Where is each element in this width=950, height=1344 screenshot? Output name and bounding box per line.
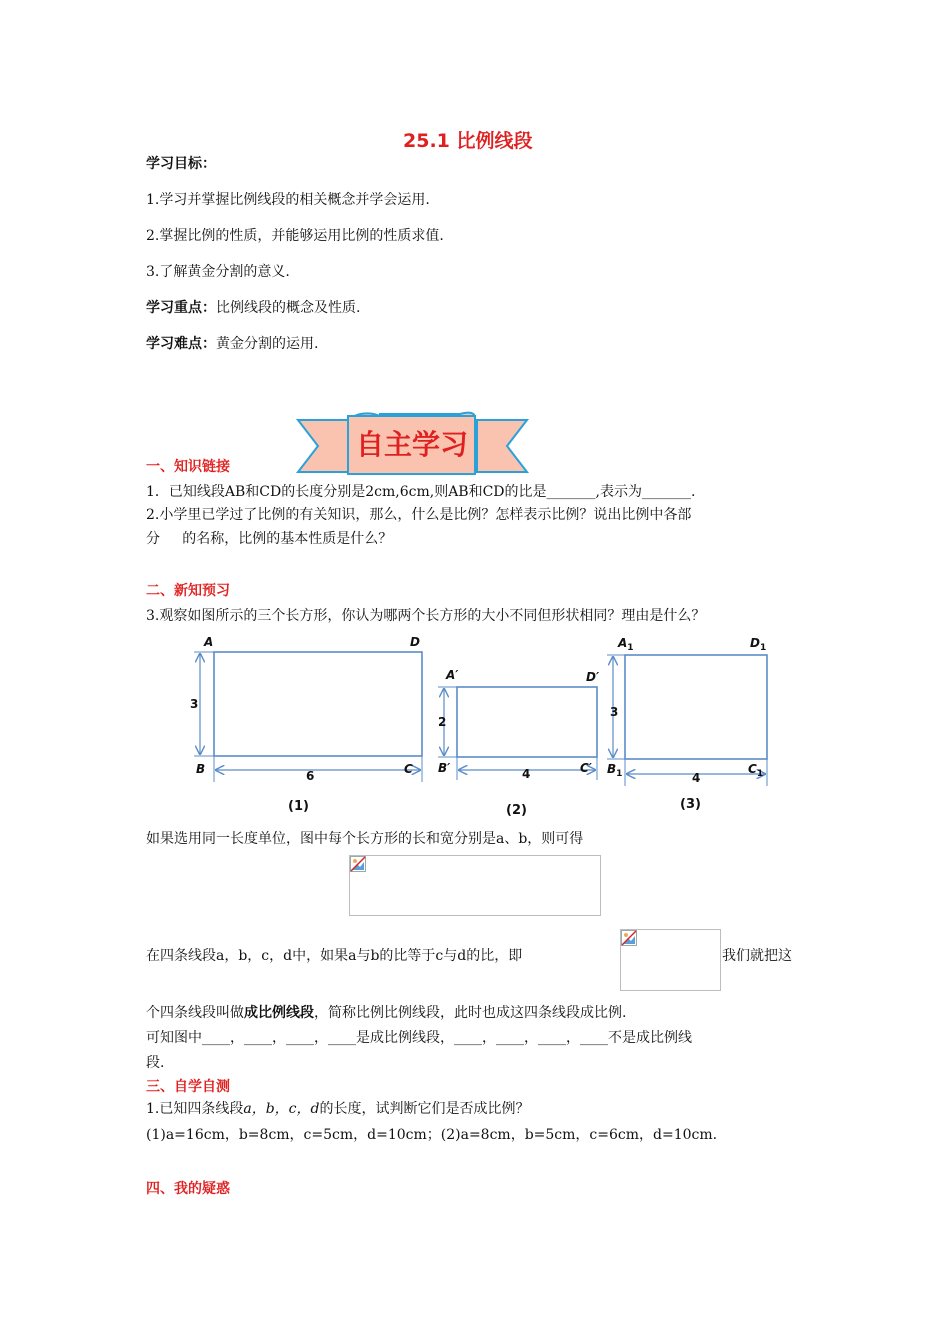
section4-heading: 四、我的疑惑 [146, 1181, 230, 1197]
fig2-label-c: C′ [580, 761, 592, 775]
fig2-width: 4 [522, 767, 531, 781]
broken-image-icon [350, 856, 366, 872]
figure-2 [438, 687, 597, 780]
fig3-label-a: $A_1$ [618, 636, 634, 653]
fill-line1: 可知图中____，____，____，____是成比例线段，____，____，____，____不是成比例线 [146, 1030, 692, 1046]
fig3-width: 4 [692, 771, 701, 785]
sec3-q1-start: 1.已知四条线段 [146, 1101, 244, 1117]
fig3-label-d: $D_1$ [750, 636, 767, 653]
sec3-q1-vars: a，b，c，d [243, 1101, 320, 1117]
fill-line2: 段. [146, 1055, 165, 1071]
figure-3 [607, 655, 767, 786]
page-title: 25.1 比例线段 [403, 130, 533, 152]
def-line1-a: 在四条线段a，b，c，d中，如果a与b的比等于c与d的比，即 [146, 948, 523, 964]
fig2-label-b: B′ [438, 761, 451, 775]
fig1-label-b: B [196, 762, 206, 776]
rectangles-figure [180, 630, 780, 820]
fig1-label-a: A [204, 635, 214, 649]
def-line2 [146, 1002, 626, 1022]
goal-item-1: 1.学习并掌握比例线段的相关概念并学会运用. [146, 192, 430, 208]
def-line2-b: ，简称比例比例线段，此时也成这四条线段成比例. [314, 1005, 627, 1021]
fig1-label-d: D [410, 635, 420, 649]
sec1-q1: 1．已知线段AB和CD的长度分别是2cm,6cm,则AB和CD的比是_______,表示为_______. [146, 484, 696, 500]
fig1-label-c: C [404, 762, 413, 776]
self-study-banner [290, 408, 535, 483]
key-label: 学习重点： [146, 300, 216, 316]
sec3-q1-end: 的长度，试判断它们是否成比例？ [319, 1101, 530, 1117]
sec2-q3: 3.观察如图所示的三个长方形，你认为哪两个长方形的大小不同但形状相同？理由是什么？ [146, 608, 706, 624]
fig3-height: 3 [610, 705, 619, 719]
fig2-caption: (2) [506, 803, 527, 818]
fig2-height: 2 [438, 715, 447, 729]
fig1-width: 6 [306, 769, 315, 783]
def-term: 成比例线段 [244, 1005, 314, 1021]
broken-image-icon [621, 930, 637, 946]
fig2-label-d: D′ [586, 670, 600, 684]
key-text: 比例线段的概念及性质. [216, 300, 361, 316]
goals-heading: 学习目标： [146, 156, 216, 172]
fig3-label-c: $C_1$ [748, 762, 764, 779]
section2-heading: 二、新知预习 [146, 583, 230, 599]
fig3-caption: (3) [680, 797, 701, 812]
sec3-q1-detail: (1)a=16cm，b=8cm，c=5cm，d=10cm；(2)a=8cm，b=5cm，c=6cm，d=10cm. [146, 1127, 718, 1143]
key-point [146, 297, 360, 317]
sec1-q2-line1: 2.小学里已学过了比例的有关知识，那么，什么是比例？怎样表示比例？说出比例中各部 [146, 507, 692, 523]
diff-text: 黄金分割的运用. [216, 336, 319, 352]
formula-image-placeholder [349, 855, 601, 916]
goal-item-2: 2.掌握比例的性质，并能够运用比例的性质求值. [146, 228, 444, 244]
goal-item-3: 3.了解黄金分割的意义. [146, 264, 290, 280]
sec3-q1 [146, 1098, 529, 1118]
def-line2-a: 个四条线段叫做 [146, 1005, 244, 1021]
sec2-after-figure: 如果选用同一长度单位，图中每个长方形的长和宽分别是a、b，则可得 [146, 831, 584, 847]
fig3-label-b: $B_1$ [607, 762, 623, 779]
section3-heading: 三、自学自测 [146, 1079, 230, 1095]
banner-text: 自主学习 [355, 428, 469, 461]
fig2-label-a: A′ [446, 668, 459, 682]
difficult-point [146, 333, 318, 353]
fig1-height: 3 [190, 697, 199, 711]
sec1-q2-line2: 分 的名称，比例的基本性质是什么？ [146, 531, 393, 547]
figure-1 [194, 652, 422, 782]
fig1-caption: (1) [288, 799, 309, 814]
ratio-image-placeholder [620, 929, 721, 991]
diff-label: 学习难点： [146, 336, 216, 352]
section1-heading: 一、知识链接 [146, 459, 230, 475]
def-line1-b: 我们就把这 [722, 948, 792, 964]
